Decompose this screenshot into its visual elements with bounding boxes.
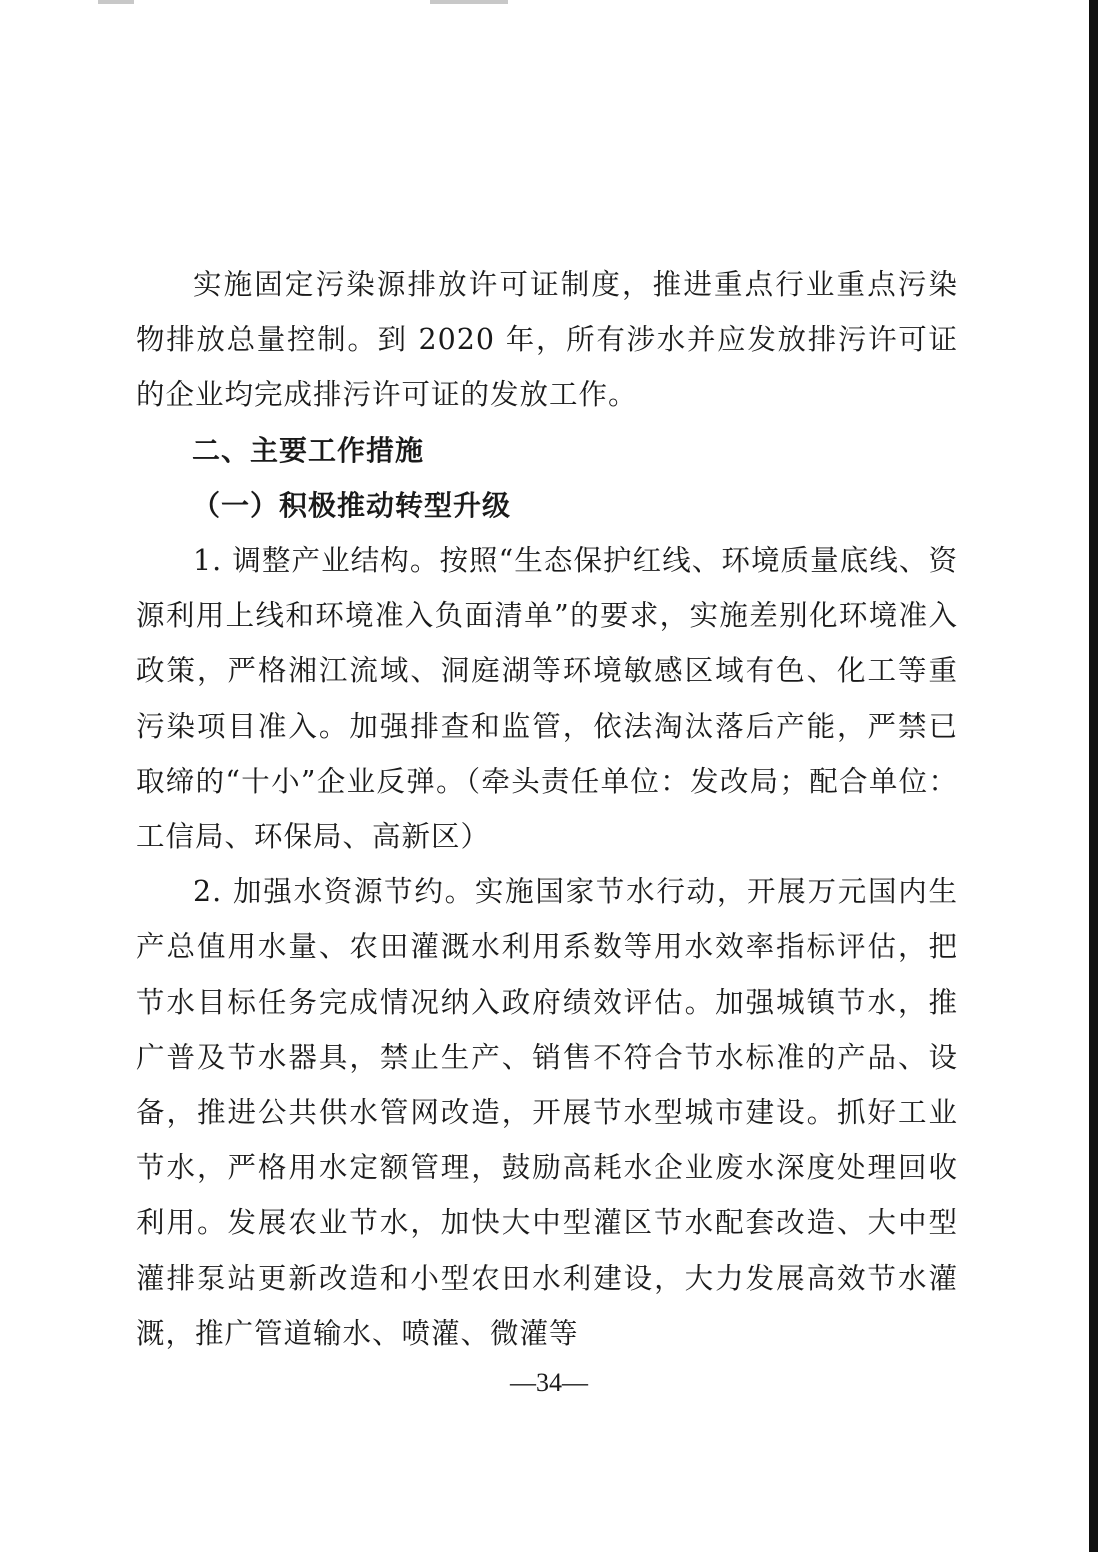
section-heading: 二、主要工作措施: [192, 433, 425, 467]
item-1-responsibility-note: （牵头责任单位：发改局；配合单位：工信局、环保局、高新区）: [136, 764, 958, 854]
scan-top-mark: [430, 0, 508, 4]
paragraph-item-2: 2. 加强水资源节约。实施国家节水行动，开展万元国内生产总值用水量、农田灌溉水利用系数等用水效率指标评估，把节水目标任务完成情况纳入政府绩效评估。加强城镇节水，推广普及节水器具，禁止生产、销售不符合节水标准的产品、设备，推进公共供水管网改造，开展节水型城市建设。抓好工业节水，严格用水定额管理，鼓励高耗水企业废水深度处理回收利用。发展农业节水，加快大中型灌区节水配套改造、大中型灌排泵站更新改造和小型农田水利建设，大力发展高效节水灌溉，推广管道输水、喷灌、微灌等: [136, 875, 958, 1350]
scan-top-mark: [98, 0, 134, 4]
scan-edge-border: [1089, 0, 1098, 1552]
document-body: [136, 257, 958, 1361]
item-1-text: 1. 调整产业结构。按照“生态保护红线、环境质量底线、资源利用上线和环境准入负面清单”的要求，实施差别化环境准入政策，严格湘江流域、洞庭湖等环境敏感区域有色、化工等重污染项目准入。加强排查和监管，依法淘汰落后产能，严禁已取缔的“十小”企业反弹。: [136, 544, 958, 798]
paragraph-item-1: [136, 533, 958, 864]
paragraph-intro: 实施固定污染源排放许可证制度，推进重点行业重点污染物排放总量控制。到 2020 年，所有涉水并应发放排污许可证的企业均完成排污许可证的发放工作。: [136, 268, 958, 412]
page-number: —34—: [510, 1368, 588, 1397]
subsection-heading: （一）积极推动转型升级: [192, 488, 512, 522]
